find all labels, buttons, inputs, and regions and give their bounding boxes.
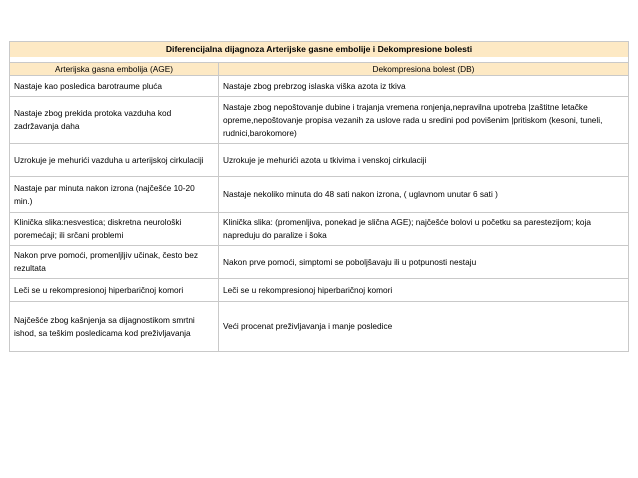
db-cell: Leči se u rekompresionoj hiperbaričnoj komori <box>219 279 629 302</box>
age-cell: Leči se u rekompresionoj hiperbaričnoj komori <box>10 279 219 302</box>
header-age: Arterijska gasna embolija (AGE) <box>10 63 219 76</box>
table-row <box>10 144 629 177</box>
age-cell: Klinička slika:nesvestica; diskretna neurološki poremećaji; ili srčani problemi <box>10 213 219 246</box>
db-cell: Veći procenat preživljavanja i manje posledice <box>219 302 629 352</box>
age-cell: Nakon prve pomoći, promenljljiv učinak, često bez rezultata <box>10 246 219 279</box>
table-row <box>10 213 629 246</box>
db-cell: Nastaje nekoliko minuta do 48 sati nakon izrona, ( uglavnom unutar 6 sati ) <box>219 177 629 213</box>
table-row <box>10 76 629 97</box>
db-cell: Nastaje zbog nepoštovanje dubine i trajanja vremena ronjenja,nepravilna upotreba |zaštitne letačke opreme,nepoštovanje propisa vezanih za uslove rada u sredini pod povišenim |pritiskom (kesoni, tuneli, rudnici,barokomore) <box>219 97 629 144</box>
header-db: Dekompresiona bolest (DB) <box>219 63 629 76</box>
age-cell: Nastaje par minuta nakon izrona (najčešće 10-20 min.) <box>10 177 219 213</box>
db-cell: Klinička slika: (promenljiva, ponekad je slična AGE); najčešće bolovi u početku sa parestezijom; koja napreduju do paralize i šoka <box>219 213 629 246</box>
db-cell: Uzrokuje je mehurići azota u tkivima i venskoj cirkulaciji <box>219 144 629 177</box>
db-cell: Nakon prve pomoći, simptomi se poboljšavaju ili u potpunosti nestaju <box>219 246 629 279</box>
header-row <box>10 63 629 76</box>
age-cell: Uzrokuje je mehurići vazduha u arterijskoj cirkulaciji <box>10 144 219 177</box>
table-title: Diferencijalna dijagnoza Arterijske gasne embolije i Dekompresione bolesti <box>9 41 629 57</box>
db-cell: Nastaje zbog prebrzog islaska viška azota iz tkiva <box>219 76 629 97</box>
table-row <box>10 302 629 352</box>
age-cell: Najčešće zbog kašnjenja sa dijagnostikom smrtni ishod, sa teškim posledicama kod preživljavanja <box>10 302 219 352</box>
comparison-table <box>9 41 629 352</box>
comparison-grid <box>9 62 629 352</box>
table-row <box>10 97 629 144</box>
table-row <box>10 279 629 302</box>
age-cell: Nastaje kao posledica barotraume pluća <box>10 76 219 97</box>
table-row <box>10 177 629 213</box>
age-cell: Nastaje zbog prekida protoka vazduha kod zadržavanja daha <box>10 97 219 144</box>
table-row <box>10 246 629 279</box>
